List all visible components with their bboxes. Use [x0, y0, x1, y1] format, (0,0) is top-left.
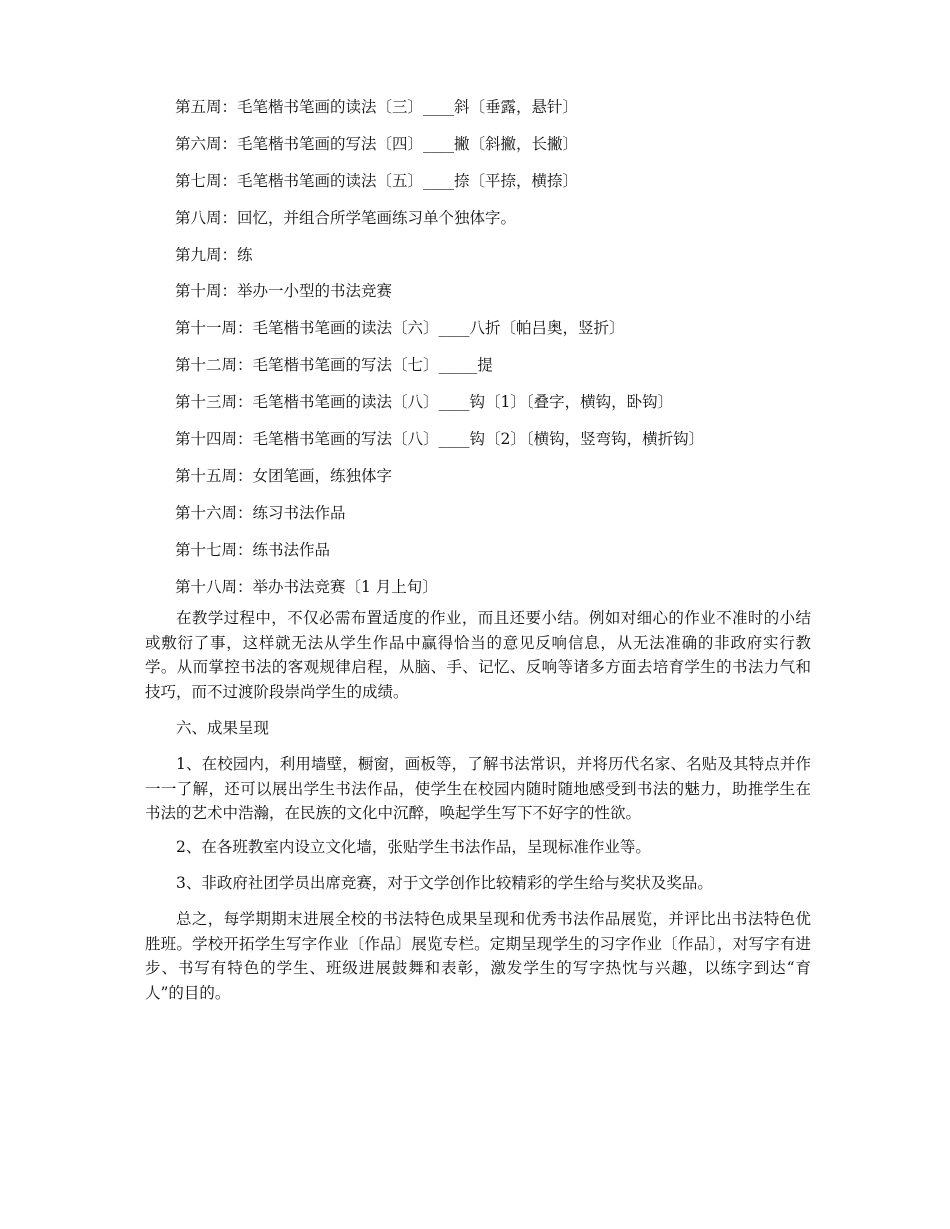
schedule-week-9: 第九周：练 — [175, 245, 253, 264]
schedule-week-8: 第八周：回忆，并组合所学笔画练习单个独体字。 — [175, 208, 517, 227]
schedule-week-7: 第七周：毛笔楷书笔画的读法〔五〕____捺〔平捺，横捺〕 — [175, 171, 579, 190]
schedule-week-12: 第十二周：毛笔楷书笔画的写法〔七〕_____提 — [175, 356, 493, 375]
schedule-week-14: 第十四周：毛笔楷书笔画的写法〔八〕____钩〔2〕〔横钩，竖弯钩，横折钩〕 — [175, 430, 705, 449]
schedule-week-15: 第十五周：女团笔画，练独体字 — [175, 466, 393, 485]
schedule-week-18: 第十八周：举办书法竞赛〔1 月上旬〕 — [175, 577, 438, 596]
schedule-week-17: 第十七周：练书法作品 — [175, 540, 331, 559]
schedule-week-5: 第五周：毛笔楷书笔画的读法〔三〕____斜〔垂露，悬针〕 — [175, 98, 579, 116]
section-heading-results: 六、成果呈现 — [176, 719, 270, 737]
summary-paragraph: 总之，每学期期末进展全校的书法特色成果呈现和优秀书法作品展览，并评比出书法特色优胜班。学校开拓学生写字作业〔作品〕展览专栏。定期呈现学生的习字作业〔作品〕，对写字有进步、书写有特色的学生、班级进展鼓舞和表彰，激发学生的写字热忱与兴趣，以练字到达“育人”的目的。 — [145, 910, 811, 1002]
weekly-schedule-list — [175, 96, 815, 612]
schedule-week-11: 第十一周：毛笔楷书笔画的读法〔六〕____八折〔帕吕奥，竖折〕 — [175, 319, 625, 338]
schedule-week-6: 第六周：毛笔楷书笔画的写法〔四〕____撇〔斜撇，长撇〕 — [175, 134, 579, 153]
results-item-2: 2、在各班教室内设立文化墙，张贴学生书法作品，呈现标准作业等。 — [176, 838, 651, 856]
schedule-week-10: 第十周：举办一小型的书法竞赛 — [175, 282, 393, 301]
results-item-1: 1、在校园内，利用墙壁，橱窗，画板等，了解书法常识，并将历代名家、名贴及其特点并作一一了解，还可以展出学生书法作品，使学生在校园内随时随地感受到书法的魅力，助推学生在书法的艺术中浩瀚，在民族的文化中沉醉，唤起学生写下不好字的性欲。 — [145, 755, 811, 822]
teaching-paragraph: 在教学过程中，不仅必需布置适度的作业，而且还要小结。例如对细心的作业不准时的小结或敷衍了事，这样就无法从学生作品中赢得恰当的意见反响信息，从无法准确的非政府实行教学。从而掌控书法的客观规律启程，从脑、手、记忆、反响等诸多方面去培育学生的书法力气和技巧，而不过渡阶段崇尚学生的成绩。 — [145, 609, 811, 701]
schedule-week-16: 第十六周：练习书法作品 — [175, 503, 346, 522]
results-item-3: 3、非政府社团学员出席竞赛，对于文学创作比较精彩的学生给与奖状及奖品。 — [176, 874, 713, 892]
schedule-week-13: 第十三周：毛笔楷书笔画的读法〔八〕____钩〔1〕〔叠字，横钩，卧钩〕 — [175, 393, 674, 412]
